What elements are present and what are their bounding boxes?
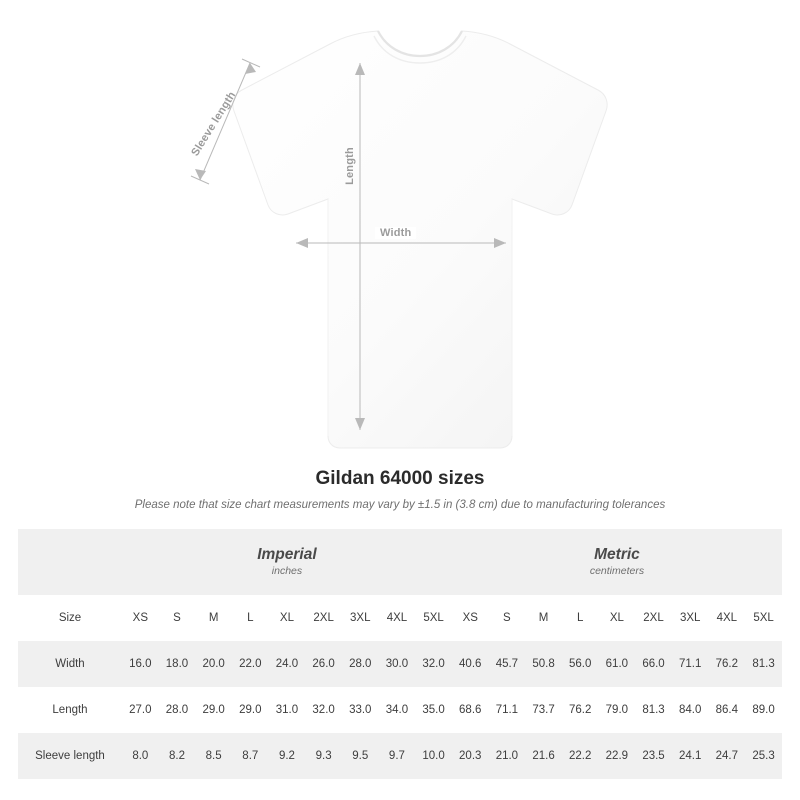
header-metric-l: L <box>562 595 599 641</box>
unit-group-metric <box>452 529 782 595</box>
cell-sleeve-metric-2xl: 23.5 <box>635 733 672 779</box>
cell-length-metric-s: 71.1 <box>489 687 526 733</box>
cell-width-imperial-5xl: 32.0 <box>415 641 452 687</box>
cell-sleeve-imperial-3xl: 9.5 <box>342 733 379 779</box>
cell-sleeve-imperial-2xl: 9.3 <box>305 733 342 779</box>
header-size: Size <box>18 595 122 641</box>
cell-sleeve-metric-l: 22.2 <box>562 733 599 779</box>
table-row <box>18 733 782 779</box>
cell-width-imperial-m: 20.0 <box>195 641 232 687</box>
cell-width-imperial-3xl: 28.0 <box>342 641 379 687</box>
header-imperial-5xl: 5XL <box>415 595 452 641</box>
unit-group-imperial <box>122 529 452 595</box>
header-metric-5xl: 5XL <box>745 595 782 641</box>
header-metric-m: M <box>525 595 562 641</box>
cell-width-imperial-4xl: 30.0 <box>379 641 416 687</box>
cell-length-metric-xl: 79.0 <box>599 687 636 733</box>
cell-length-imperial-3xl: 33.0 <box>342 687 379 733</box>
cell-length-imperial-5xl: 35.0 <box>415 687 452 733</box>
cell-length-metric-l: 76.2 <box>562 687 599 733</box>
cell-length-imperial-l: 29.0 <box>232 687 269 733</box>
size-chart-table <box>18 529 782 779</box>
cell-length-metric-5xl: 89.0 <box>745 687 782 733</box>
cell-sleeve-metric-xl: 22.9 <box>599 733 636 779</box>
unit-group-imperial-sub: inches <box>271 565 303 578</box>
cell-length-imperial-xs: 27.0 <box>122 687 159 733</box>
cell-sleeve-imperial-xs: 8.0 <box>122 733 159 779</box>
header-metric-xl: XL <box>599 595 636 641</box>
cell-length-metric-2xl: 81.3 <box>635 687 672 733</box>
cell-width-imperial-l: 22.0 <box>232 641 269 687</box>
size-chart-table-wrap <box>0 529 800 779</box>
unit-group-spacer <box>18 529 122 595</box>
cell-length-metric-4xl: 86.4 <box>709 687 746 733</box>
cell-length-imperial-2xl: 32.0 <box>305 687 342 733</box>
cell-length-imperial-s: 28.0 <box>159 687 196 733</box>
cell-sleeve-metric-5xl: 25.3 <box>745 733 782 779</box>
header-metric-xs: XS <box>452 595 489 641</box>
cell-width-metric-5xl: 81.3 <box>745 641 782 687</box>
header-metric-4xl: 4XL <box>709 595 746 641</box>
length-label: Length <box>343 147 356 185</box>
cell-width-imperial-2xl: 26.0 <box>305 641 342 687</box>
cell-sleeve-imperial-4xl: 9.7 <box>379 733 416 779</box>
cell-width-metric-s: 45.7 <box>489 641 526 687</box>
cell-sleeve-imperial-xl: 9.2 <box>269 733 306 779</box>
cell-sleeve-metric-s: 21.0 <box>489 733 526 779</box>
cell-sleeve-imperial-s: 8.2 <box>159 733 196 779</box>
cell-width-metric-2xl: 66.0 <box>635 641 672 687</box>
tolerance-note: Please note that size chart measurements may vary by ±1.5 in (3.8 cm) due to manufacturing tolerances <box>134 499 666 511</box>
cell-width-imperial-s: 18.0 <box>159 641 196 687</box>
cell-length-metric-xs: 68.6 <box>452 687 489 733</box>
cell-width-metric-m: 50.8 <box>525 641 562 687</box>
row-label-sleeve-length: Sleeve length <box>18 733 122 779</box>
cell-sleeve-metric-3xl: 24.1 <box>672 733 709 779</box>
unit-group-metric-sub: centimeters <box>589 565 645 578</box>
header-imperial-xs: XS <box>122 595 159 641</box>
cell-width-metric-l: 56.0 <box>562 641 599 687</box>
cell-width-imperial-xl: 24.0 <box>269 641 306 687</box>
header-imperial-l: L <box>232 595 269 641</box>
cell-width-metric-xs: 40.6 <box>452 641 489 687</box>
header-imperial-s: S <box>159 595 196 641</box>
cell-width-metric-4xl: 76.2 <box>709 641 746 687</box>
header-imperial-2xl: 2XL <box>305 595 342 641</box>
cell-width-metric-3xl: 71.1 <box>672 641 709 687</box>
cell-length-imperial-m: 29.0 <box>195 687 232 733</box>
cell-length-imperial-xl: 31.0 <box>269 687 306 733</box>
cell-length-imperial-4xl: 34.0 <box>379 687 416 733</box>
header-imperial-xl: XL <box>269 595 306 641</box>
cell-sleeve-metric-m: 21.6 <box>525 733 562 779</box>
cell-sleeve-imperial-l: 8.7 <box>232 733 269 779</box>
header-metric-3xl: 3XL <box>672 595 709 641</box>
width-label: Width <box>375 227 416 239</box>
header-metric-s: S <box>489 595 526 641</box>
unit-group-row <box>18 529 782 595</box>
row-label-length: Length <box>18 687 122 733</box>
header-imperial-m: M <box>195 595 232 641</box>
table-row <box>18 687 782 733</box>
page-title: Gildan 64000 sizes <box>315 468 485 489</box>
cell-length-metric-m: 73.7 <box>525 687 562 733</box>
row-label-width: Width <box>18 641 122 687</box>
cell-width-metric-xl: 61.0 <box>599 641 636 687</box>
unit-group-imperial-name: Imperial <box>257 545 317 563</box>
header-imperial-4xl: 4XL <box>379 595 416 641</box>
sleeve-length-label: Sleeve length <box>189 89 239 159</box>
table-row <box>18 641 782 687</box>
unit-group-metric-name: Metric <box>594 545 640 563</box>
table-header-row <box>18 595 782 641</box>
cell-length-metric-3xl: 84.0 <box>672 687 709 733</box>
cell-sleeve-metric-4xl: 24.7 <box>709 733 746 779</box>
cell-width-imperial-xs: 16.0 <box>122 641 159 687</box>
cell-sleeve-imperial-m: 8.5 <box>195 733 232 779</box>
header-metric-2xl: 2XL <box>635 595 672 641</box>
cell-sleeve-metric-xs: 20.3 <box>452 733 489 779</box>
cell-sleeve-imperial-5xl: 10.0 <box>415 733 452 779</box>
header-imperial-3xl: 3XL <box>342 595 379 641</box>
